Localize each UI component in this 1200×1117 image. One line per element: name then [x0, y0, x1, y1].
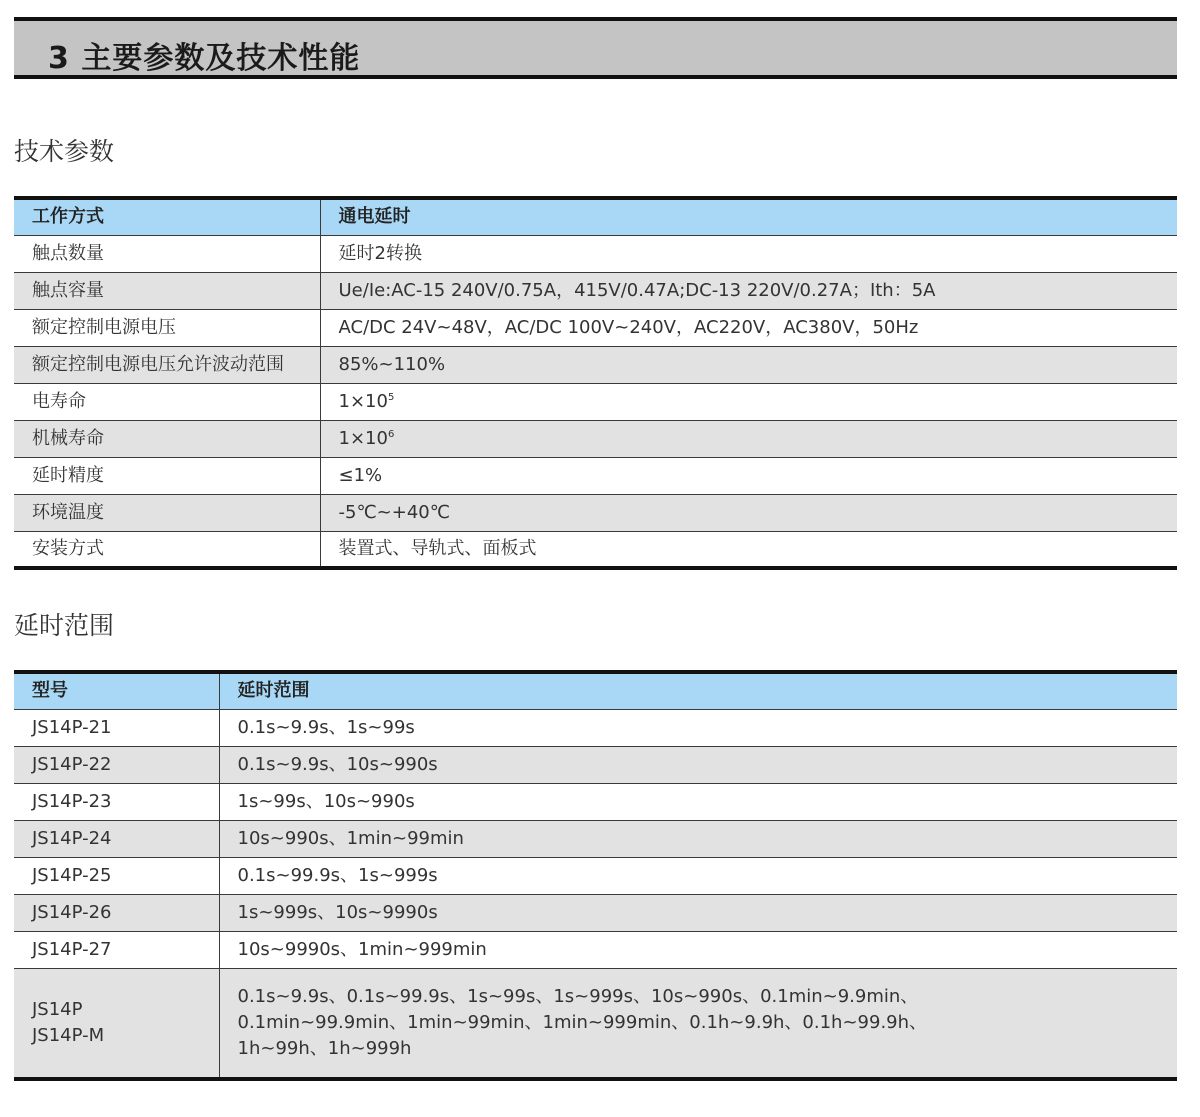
header-cell: 工作方式 [14, 198, 320, 235]
param-value: -5℃~+40℃ [320, 494, 1177, 531]
range-line: 0.1min~99.9min、1min~99min、1min~999min、0.1h~9.9h、0.1h~99.9h、 [237, 1011, 928, 1033]
range-cell: 0.1s~99.9s、1s~999s [219, 857, 1177, 894]
param-name: 额定控制电源电压 [14, 309, 320, 346]
tech-params-table [14, 196, 1177, 570]
model-name: JS14P-M [32, 1024, 105, 1046]
model-cell: JS14P-22 [14, 746, 219, 783]
range-cell: 0.1s~9.9s、10s~990s [219, 746, 1177, 783]
param-name: 触点数量 [14, 235, 320, 272]
value-base: 1×10 [338, 390, 388, 412]
model-cell: JS14P-26 [14, 894, 219, 931]
param-name: 延时精度 [14, 457, 320, 494]
param-value: ≤1% [320, 457, 1177, 494]
model-cell: JS14P-21 [14, 709, 219, 746]
range-cell: 1s~999s、10s~9990s [219, 894, 1177, 931]
table-row [14, 746, 1177, 783]
value-exponent: 5 [387, 391, 395, 403]
table-row [14, 931, 1177, 968]
param-name: 环境温度 [14, 494, 320, 531]
table-row [14, 346, 1177, 383]
table-row [14, 383, 1177, 420]
header-cell: 通电延时 [320, 198, 1177, 235]
table-row [14, 420, 1177, 457]
value-base: 1×10 [338, 427, 388, 449]
table-row [14, 709, 1177, 746]
delay-range-table [14, 670, 1177, 1081]
table-row [14, 531, 1177, 568]
param-name: 电寿命 [14, 383, 320, 420]
table-header-row [14, 672, 1177, 709]
model-cell: JS14P-23 [14, 783, 219, 820]
param-value: Ue/Ie:AC-15 240V/0.75A，415V/0.47A;DC-13 220V/0.27A；Ith：5A [320, 272, 1177, 309]
header-cell: 延时范围 [219, 672, 1177, 709]
param-value: AC/DC 24V~48V，AC/DC 100V~240V，AC220V，AC380V，50Hz [320, 309, 1177, 346]
table-row [14, 272, 1177, 309]
table-row [14, 457, 1177, 494]
range-line: 1h~99h、1h~999h [237, 1037, 412, 1059]
table-row [14, 894, 1177, 931]
table-row [14, 235, 1177, 272]
header-cell: 型号 [14, 672, 219, 709]
param-name: 额定控制电源电压允许波动范围 [14, 346, 320, 383]
model-cell: JS14P-27 [14, 931, 219, 968]
param-value: 85%~110% [320, 346, 1177, 383]
table-row [14, 309, 1177, 346]
tech-params-heading: 技术参数 [14, 137, 115, 166]
table-row [14, 783, 1177, 820]
param-value [320, 383, 1177, 420]
model-name: JS14P [32, 998, 83, 1020]
value-exponent: 6 [387, 428, 395, 440]
table-row [14, 968, 1177, 1079]
delay-range-heading: 延时范围 [14, 611, 115, 640]
table-row [14, 494, 1177, 531]
range-cell [219, 968, 1177, 1079]
table-header-row [14, 198, 1177, 235]
range-cell: 1s~99s、10s~990s [219, 783, 1177, 820]
table-row [14, 820, 1177, 857]
param-value: 延时2转换 [320, 235, 1177, 272]
model-cell: JS14P-25 [14, 857, 219, 894]
param-value [320, 420, 1177, 457]
param-value: 装置式、导轨式、面板式 [338, 537, 537, 559]
range-cell: 10s~9990s、1min~999min [219, 931, 1177, 968]
section-title-bar [14, 17, 1177, 79]
range-cell: 0.1s~9.9s、1s~99s [219, 709, 1177, 746]
section-title: 3 主要参数及技术性能 [48, 41, 361, 76]
param-name: 安装方式 [14, 531, 320, 568]
model-cell: JS14P-24 [14, 820, 219, 857]
table-row [14, 857, 1177, 894]
range-line: 0.1s~9.9s、0.1s~99.9s、1s~99s、1s~999s、10s~990s、0.1min~9.9min、 [237, 985, 919, 1007]
model-cell [14, 968, 219, 1079]
param-name: 机械寿命 [14, 420, 320, 457]
range-cell: 10s~990s、1min~99min [219, 820, 1177, 857]
param-name: 触点容量 [14, 272, 320, 309]
